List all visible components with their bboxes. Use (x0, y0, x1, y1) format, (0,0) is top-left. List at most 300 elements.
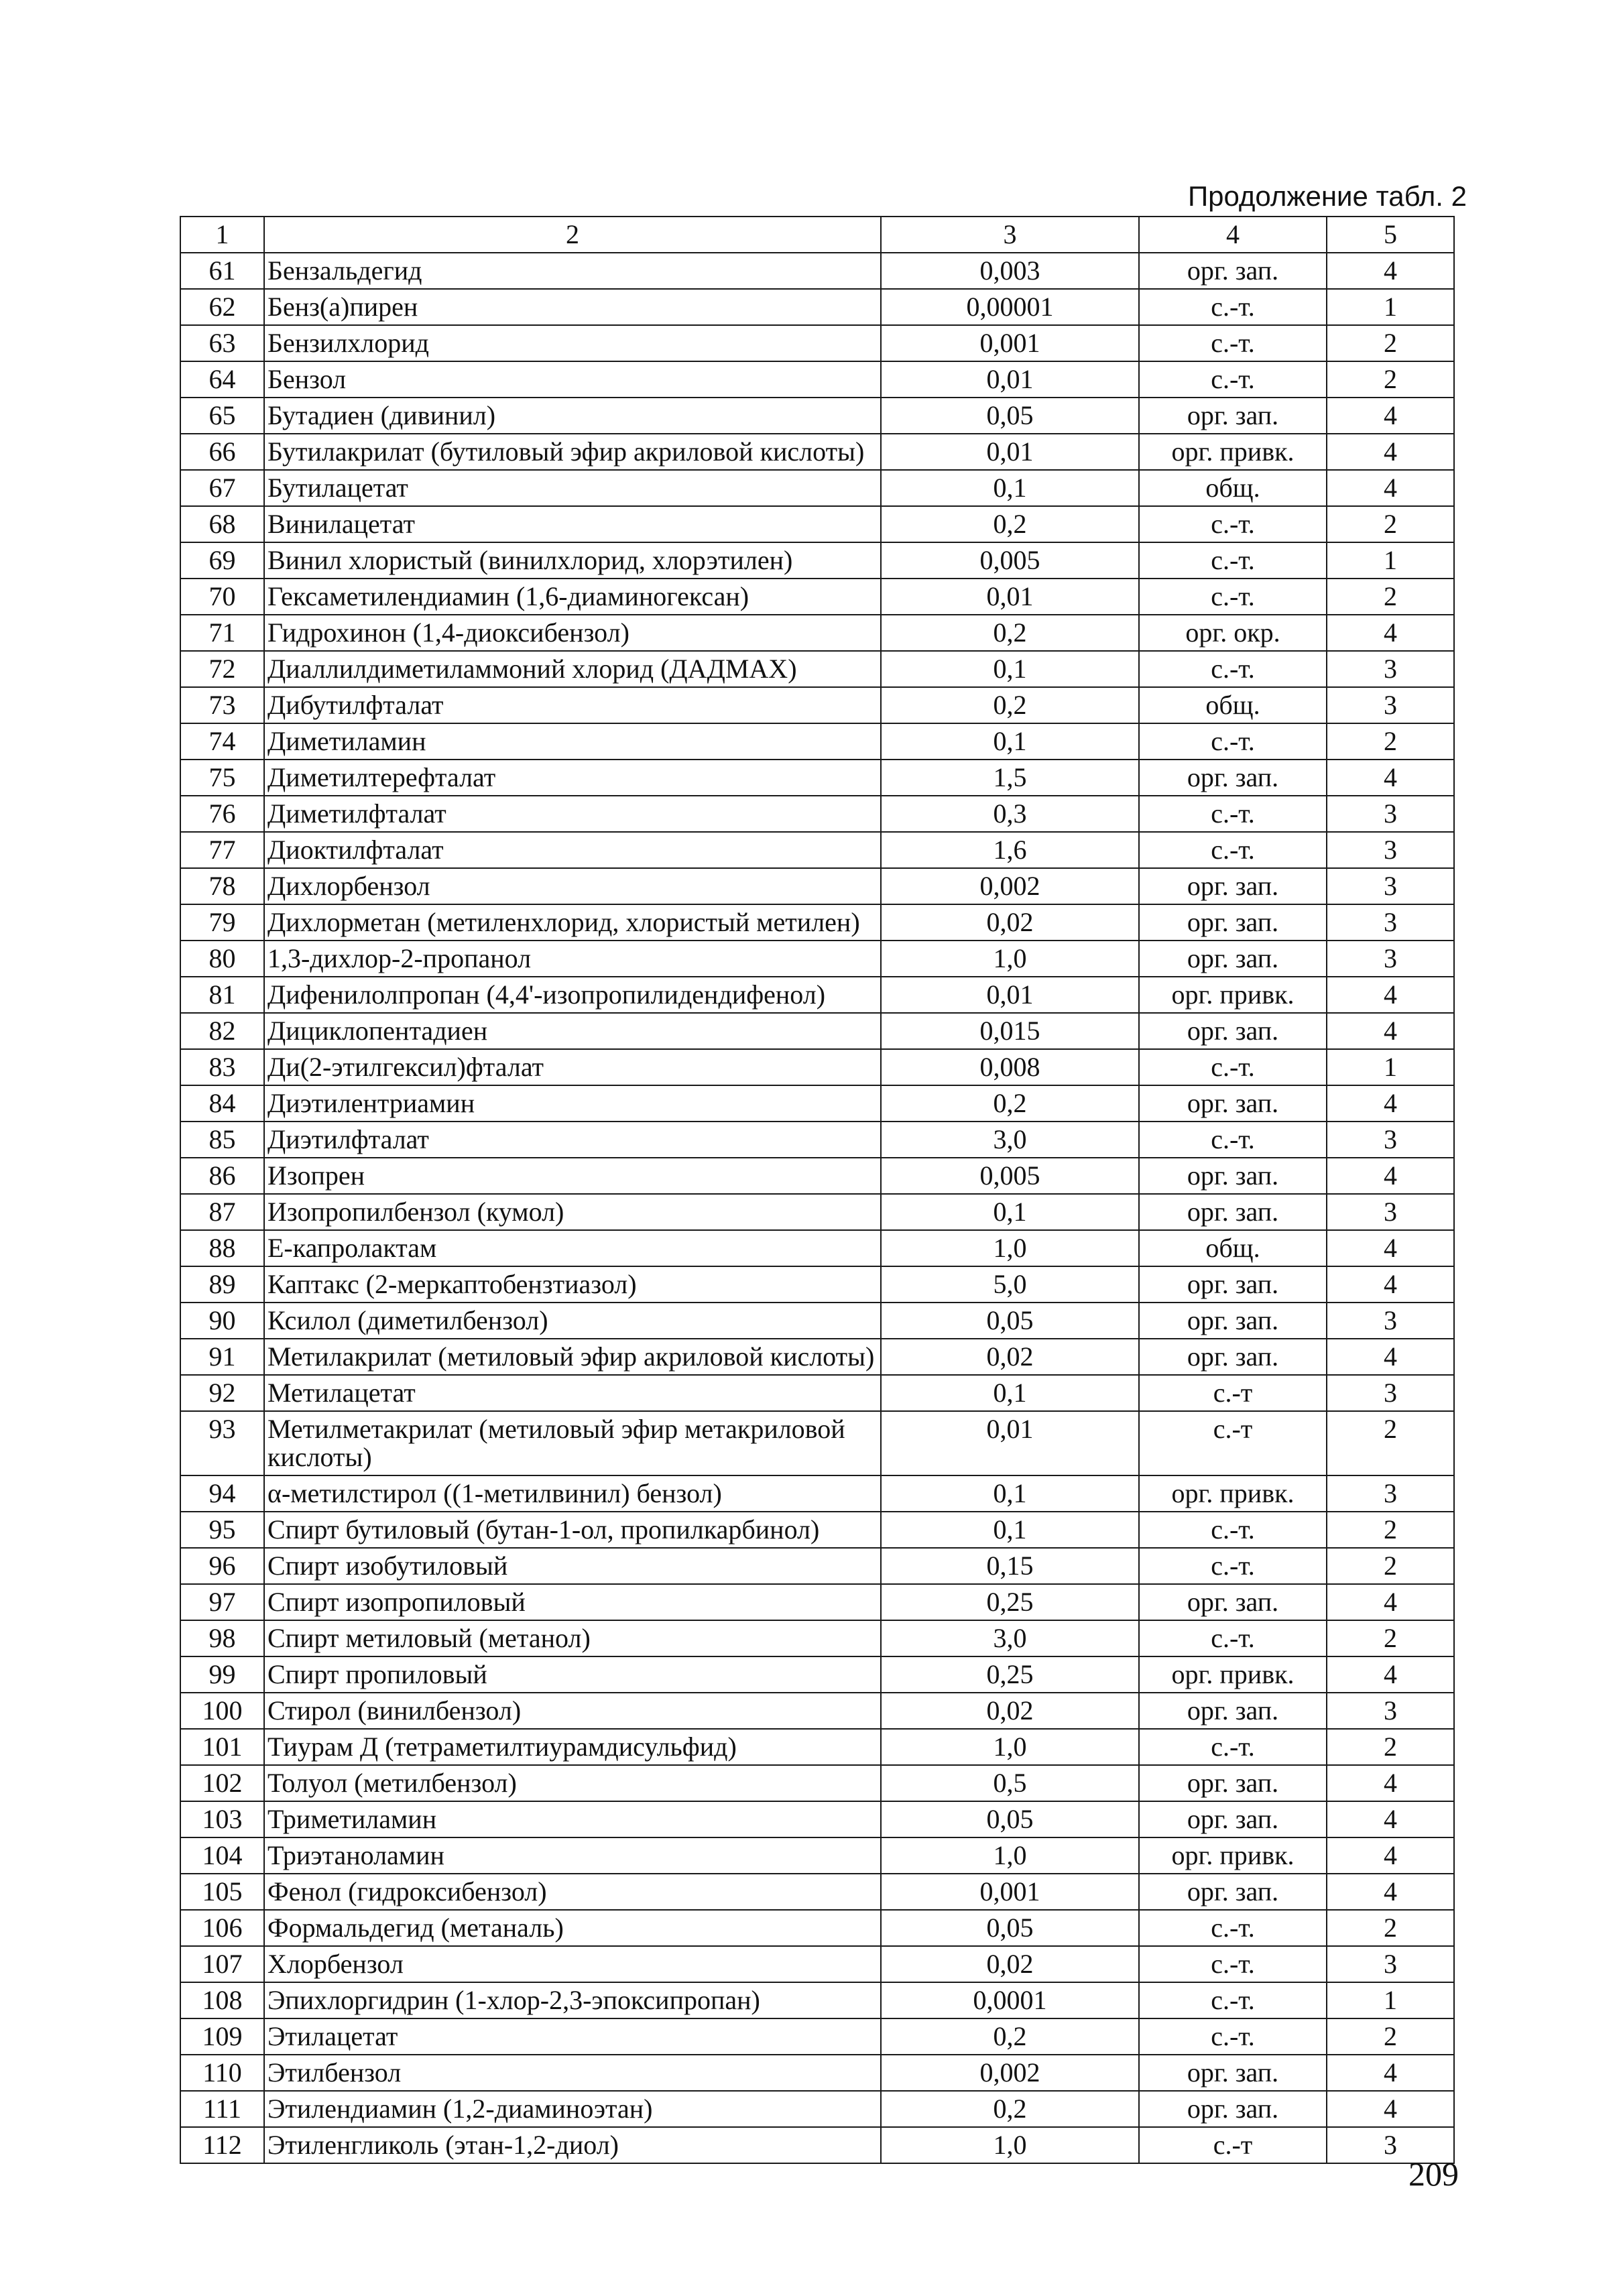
row-number: 104 (180, 1837, 264, 1874)
hazard-class: 3 (1327, 1194, 1454, 1230)
row-number: 88 (180, 1230, 264, 1266)
hazard-class: 4 (1327, 615, 1454, 651)
hazard-indicator: орг. зап. (1139, 1339, 1327, 1375)
substance-name: Дициклопентадиен (264, 1013, 881, 1049)
concentration-value: 0,001 (881, 1874, 1139, 1910)
substance-name: Диэтилентриамин (264, 1085, 881, 1122)
concentration-value: 0,01 (881, 977, 1139, 1013)
hazard-class: 4 (1327, 1013, 1454, 1049)
hazard-indicator: с.-т. (1139, 1512, 1327, 1548)
hazard-indicator: орг. привк. (1139, 977, 1327, 1013)
concentration-value: 0,1 (881, 723, 1139, 760)
row-number: 61 (180, 253, 264, 289)
table-row (180, 542, 1454, 579)
concentration-value: 0,02 (881, 1693, 1139, 1729)
substance-name: Бутилакрилат (бутиловый эфир акриловой кислоты) (264, 434, 881, 470)
substance-name: Спирт пропиловый (264, 1656, 881, 1693)
row-number: 111 (180, 2091, 264, 2127)
concentration-value: 0,01 (881, 361, 1139, 398)
hazard-indicator: орг. зап. (1139, 941, 1327, 977)
substance-name: Бенз(а)пирен (264, 289, 881, 325)
table-row (180, 1946, 1454, 1982)
substance-name: Винилацетат (264, 506, 881, 542)
concentration-value: 1,5 (881, 760, 1139, 796)
hazard-indicator: орг. зап. (1139, 1874, 1327, 1910)
row-number: 63 (180, 325, 264, 361)
row-number: 65 (180, 398, 264, 434)
table-row (180, 651, 1454, 687)
hazard-indicator: с.-т. (1139, 1548, 1327, 1584)
hazard-indicator: с.-т (1139, 1375, 1327, 1411)
concentration-value: 0,005 (881, 542, 1139, 579)
table-row (180, 506, 1454, 542)
hazard-indicator: орг. зап. (1139, 1158, 1327, 1194)
hazard-class: 3 (1327, 1122, 1454, 1158)
hazard-class: 4 (1327, 470, 1454, 506)
row-number: 86 (180, 1158, 264, 1194)
table-row (180, 434, 1454, 470)
substance-name: Бензол (264, 361, 881, 398)
concentration-value: 0,05 (881, 1303, 1139, 1339)
table-row (180, 325, 1454, 361)
hazard-indicator: орг. зап. (1139, 253, 1327, 289)
table-row (180, 2127, 1454, 2163)
table-header-row (180, 217, 1454, 253)
concentration-value: 0,2 (881, 1085, 1139, 1122)
substance-name: Хлорбензол (264, 1946, 881, 1982)
hazard-indicator: орг. привк. (1139, 1656, 1327, 1693)
hazard-class: 2 (1327, 579, 1454, 615)
hazard-indicator: орг. зап. (1139, 760, 1327, 796)
hazard-indicator: орг. зап. (1139, 1584, 1327, 1620)
hazard-class: 1 (1327, 289, 1454, 325)
table-row (180, 1122, 1454, 1158)
row-number: 93 (180, 1411, 264, 1475)
hazard-indicator: с.-т. (1139, 1620, 1327, 1656)
row-number: 85 (180, 1122, 264, 1158)
table-row (180, 1339, 1454, 1375)
concentration-value: 0,05 (881, 1801, 1139, 1837)
hazard-class: 2 (1327, 1512, 1454, 1548)
concentration-value: 0,15 (881, 1548, 1139, 1584)
table-row (180, 723, 1454, 760)
concentration-value: 0,2 (881, 687, 1139, 723)
hazard-class: 2 (1327, 1620, 1454, 1656)
hazard-indicator: с.-т. (1139, 506, 1327, 542)
hazard-class: 4 (1327, 1837, 1454, 1874)
row-number: 100 (180, 1693, 264, 1729)
hazard-indicator: общ. (1139, 687, 1327, 723)
substance-name: Бензальдегид (264, 253, 881, 289)
row-number: 75 (180, 760, 264, 796)
concentration-value: 0,2 (881, 615, 1139, 651)
hazard-indicator: с.-т (1139, 1411, 1327, 1475)
hazard-indicator: общ. (1139, 1230, 1327, 1266)
row-number: 96 (180, 1548, 264, 1584)
hazard-class: 4 (1327, 1266, 1454, 1303)
hazard-class: 4 (1327, 253, 1454, 289)
hazard-class: 4 (1327, 1656, 1454, 1693)
row-number: 79 (180, 904, 264, 941)
row-number: 62 (180, 289, 264, 325)
hazard-class: 2 (1327, 723, 1454, 760)
row-number: 74 (180, 723, 264, 760)
row-number: 68 (180, 506, 264, 542)
table-row (180, 868, 1454, 904)
hazard-indicator: орг. зап. (1139, 1194, 1327, 1230)
table-row (180, 1801, 1454, 1837)
hazard-indicator: орг. зап. (1139, 1693, 1327, 1729)
concentration-value: 0,0001 (881, 1982, 1139, 2018)
hazard-indicator: с.-т (1139, 2127, 1327, 2163)
row-number: 105 (180, 1874, 264, 1910)
row-number: 70 (180, 579, 264, 615)
substance-name: Диаллилдиметиламмоний хлорид (ДАДМАХ) (264, 651, 881, 687)
table-row (180, 1656, 1454, 1693)
table-row (180, 1013, 1454, 1049)
hazard-indicator: с.-т. (1139, 289, 1327, 325)
hazard-indicator: орг. зап. (1139, 1013, 1327, 1049)
concentration-value: 0,005 (881, 1158, 1139, 1194)
hazard-indicator: с.-т. (1139, 1982, 1327, 2018)
substance-name: Диметилфталат (264, 796, 881, 832)
table-row (180, 1837, 1454, 1874)
substance-name: Триэтаноламин (264, 1837, 881, 1874)
substance-name: Стирол (винилбензол) (264, 1693, 881, 1729)
hazard-class: 3 (1327, 868, 1454, 904)
table-row (180, 579, 1454, 615)
hazard-class: 2 (1327, 1729, 1454, 1765)
table-row (180, 1874, 1454, 1910)
concentration-value: 0,01 (881, 579, 1139, 615)
substance-name: Дихлорметан (метиленхлорид, хлористый метилен) (264, 904, 881, 941)
hazard-indicator: с.-т. (1139, 325, 1327, 361)
row-number: 106 (180, 1910, 264, 1946)
substance-name: Диоктилфталат (264, 832, 881, 868)
table-row (180, 832, 1454, 868)
table-row (180, 1910, 1454, 1946)
hazard-indicator: с.-т. (1139, 1122, 1327, 1158)
header-cell-2: 2 (264, 217, 881, 253)
substance-name: Этилацетат (264, 2018, 881, 2055)
concentration-value: 1,0 (881, 1837, 1139, 1874)
hazard-class: 4 (1327, 2055, 1454, 2091)
row-number: 94 (180, 1475, 264, 1512)
table-row (180, 2055, 1454, 2091)
row-number: 97 (180, 1584, 264, 1620)
concentration-value: 0,05 (881, 1910, 1139, 1946)
substance-name: Триметиламин (264, 1801, 881, 1837)
hazard-class: 3 (1327, 1375, 1454, 1411)
substance-name: Толуол (метилбензол) (264, 1765, 881, 1801)
hazard-class: 1 (1327, 542, 1454, 579)
hazard-class: 1 (1327, 1049, 1454, 1085)
substance-name: α-метилстирол ((1-метилвинил) бензол) (264, 1475, 881, 1512)
substance-name: Спирт метиловый (метанол) (264, 1620, 881, 1656)
hazard-class: 4 (1327, 2091, 1454, 2127)
hazard-class: 3 (1327, 2127, 1454, 2163)
hazard-class: 4 (1327, 1765, 1454, 1801)
table-row (180, 1049, 1454, 1085)
row-number: 66 (180, 434, 264, 470)
substance-name: Гексаметилендиамин (1,6-диаминогексан) (264, 579, 881, 615)
hazard-indicator: с.-т. (1139, 1049, 1327, 1085)
hazard-class: 4 (1327, 1801, 1454, 1837)
substance-name: Формальдегид (метаналь) (264, 1910, 881, 1946)
hazard-class: 4 (1327, 1584, 1454, 1620)
concentration-value: 0,001 (881, 325, 1139, 361)
concentration-value: 0,1 (881, 651, 1139, 687)
row-number: 107 (180, 1946, 264, 1982)
hazard-class: 4 (1327, 434, 1454, 470)
row-number: 78 (180, 868, 264, 904)
table-row (180, 1411, 1454, 1475)
concentration-value: 3,0 (881, 1620, 1139, 1656)
table-caption: Продолжение табл. 2 (1187, 180, 1467, 212)
page-number: 209 (1408, 2155, 1459, 2193)
substance-name: Ди(2-этилгексил)фталат (264, 1049, 881, 1085)
table-row (180, 977, 1454, 1013)
concentration-value: 1,0 (881, 1230, 1139, 1266)
concentration-value: 0,01 (881, 1411, 1139, 1475)
hazard-class: 3 (1327, 1946, 1454, 1982)
row-number: 99 (180, 1656, 264, 1693)
hazard-indicator: с.-т. (1139, 723, 1327, 760)
substance-name: Бутадиен (дивинил) (264, 398, 881, 434)
substance-name: Эпихлоргидрин (1-хлор-2,3-эпоксипропан) (264, 1982, 881, 2018)
row-number: 76 (180, 796, 264, 832)
row-number: 67 (180, 470, 264, 506)
hazard-class: 2 (1327, 2018, 1454, 2055)
concentration-value: 0,3 (881, 796, 1139, 832)
table-row (180, 1158, 1454, 1194)
hazard-indicator: с.-т. (1139, 579, 1327, 615)
hazard-indicator: с.-т. (1139, 1946, 1327, 1982)
hazard-indicator: орг. зап. (1139, 2091, 1327, 2127)
substance-name: Метилметакрилат (метиловый эфир метакриловой кислоты) (264, 1411, 881, 1475)
hazard-indicator: орг. зап. (1139, 1085, 1327, 1122)
table-row (180, 796, 1454, 832)
substance-name: Тиурам Д (тетраметилтиурамдисульфид) (264, 1729, 881, 1765)
hazard-indicator: орг. зап. (1139, 398, 1327, 434)
concentration-value: 5,0 (881, 1266, 1139, 1303)
concentration-value: 0,015 (881, 1013, 1139, 1049)
table-row (180, 2091, 1454, 2127)
row-number: 92 (180, 1375, 264, 1411)
substance-name: Бензилхлорид (264, 325, 881, 361)
hazard-indicator: с.-т. (1139, 361, 1327, 398)
hazard-indicator: с.-т. (1139, 651, 1327, 687)
concentration-value: 0,1 (881, 1194, 1139, 1230)
table-row (180, 1548, 1454, 1584)
table-row (180, 941, 1454, 977)
table-row (180, 1584, 1454, 1620)
hazard-indicator: с.-т. (1139, 542, 1327, 579)
concentration-value: 0,01 (881, 434, 1139, 470)
row-number: 81 (180, 977, 264, 1013)
hazard-class: 2 (1327, 1548, 1454, 1584)
substance-name: Каптакс (2-меркаптобензтиазол) (264, 1266, 881, 1303)
hazard-class: 2 (1327, 506, 1454, 542)
row-number: 64 (180, 361, 264, 398)
hazard-class: 2 (1327, 1910, 1454, 1946)
hazard-indicator: с.-т. (1139, 1910, 1327, 1946)
concentration-value: 1,0 (881, 2127, 1139, 2163)
concentration-value: 0,02 (881, 1339, 1139, 1375)
table-row (180, 1303, 1454, 1339)
substance-name: Дихлорбензол (264, 868, 881, 904)
hazard-indicator: орг. зап. (1139, 1765, 1327, 1801)
concentration-value: 0,25 (881, 1584, 1139, 1620)
substance-name: Спирт изопропиловый (264, 1584, 881, 1620)
table-row (180, 1512, 1454, 1548)
hazard-indicator: орг. привк. (1139, 1837, 1327, 1874)
row-number: 91 (180, 1339, 264, 1375)
substance-name: Фенол (гидроксибензол) (264, 1874, 881, 1910)
table-row (180, 1375, 1454, 1411)
table-row (180, 398, 1454, 434)
concentration-value: 1,0 (881, 1729, 1139, 1765)
hazard-class: 3 (1327, 941, 1454, 977)
row-number: 83 (180, 1049, 264, 1085)
hazard-class: 2 (1327, 1411, 1454, 1475)
concentration-value: 0,2 (881, 506, 1139, 542)
table-row (180, 1230, 1454, 1266)
substance-name: Спирт бутиловый (бутан-1-ол, пропилкарбинол) (264, 1512, 881, 1548)
substance-name: Дибутилфталат (264, 687, 881, 723)
table-row (180, 1266, 1454, 1303)
concentration-value: 1,6 (881, 832, 1139, 868)
hazard-class: 3 (1327, 1303, 1454, 1339)
hazard-class: 4 (1327, 1230, 1454, 1266)
header-cell-5: 5 (1327, 217, 1454, 253)
row-number: 98 (180, 1620, 264, 1656)
row-number: 112 (180, 2127, 264, 2163)
hazard-indicator: орг. зап. (1139, 904, 1327, 941)
row-number: 71 (180, 615, 264, 651)
hazard-class: 2 (1327, 325, 1454, 361)
concentration-value: 0,02 (881, 904, 1139, 941)
substance-name: Диметиламин (264, 723, 881, 760)
row-number: 72 (180, 651, 264, 687)
hazard-indicator: орг. привк. (1139, 1475, 1327, 1512)
table-row (180, 1765, 1454, 1801)
concentration-value: 0,008 (881, 1049, 1139, 1085)
substance-name: Этиленгликоль (этан-1,2-диол) (264, 2127, 881, 2163)
hazard-indicator: с.-т. (1139, 796, 1327, 832)
substance-name: Бутилацетат (264, 470, 881, 506)
header-cell-3: 3 (881, 217, 1139, 253)
table-row (180, 253, 1454, 289)
hazard-indicator: орг. зап. (1139, 2055, 1327, 2091)
concentration-value: 0,003 (881, 253, 1139, 289)
table-row (180, 760, 1454, 796)
header-cell-1: 1 (180, 217, 264, 253)
substance-name: 1,3-дихлор-2-пропанол (264, 941, 881, 977)
data-table (180, 216, 1455, 2164)
concentration-value: 0,1 (881, 1475, 1139, 1512)
row-number: 82 (180, 1013, 264, 1049)
hazard-indicator: с.-т. (1139, 2018, 1327, 2055)
concentration-value: 0,002 (881, 868, 1139, 904)
hazard-class: 2 (1327, 361, 1454, 398)
substance-name: Спирт изобутиловый (264, 1548, 881, 1584)
row-number: 109 (180, 2018, 264, 2055)
hazard-class: 1 (1327, 1982, 1454, 2018)
concentration-value: 1,0 (881, 941, 1139, 977)
hazard-indicator: с.-т. (1139, 1729, 1327, 1765)
table-row (180, 1729, 1454, 1765)
table-row (180, 904, 1454, 941)
concentration-value: 0,02 (881, 1946, 1139, 1982)
hazard-class: 4 (1327, 1874, 1454, 1910)
row-number: 101 (180, 1729, 264, 1765)
substance-name: Диэтилфталат (264, 1122, 881, 1158)
hazard-indicator: орг. зап. (1139, 1801, 1327, 1837)
row-number: 103 (180, 1801, 264, 1837)
substance-name: Гидрохинон (1,4-диоксибензол) (264, 615, 881, 651)
table-body (180, 253, 1454, 2163)
substance-name: Изопрен (264, 1158, 881, 1194)
concentration-value: 0,00001 (881, 289, 1139, 325)
substance-name: Метилацетат (264, 1375, 881, 1411)
table-row (180, 1085, 1454, 1122)
row-number: 110 (180, 2055, 264, 2091)
hazard-class: 3 (1327, 687, 1454, 723)
concentration-value: 0,1 (881, 470, 1139, 506)
concentration-value: 0,2 (881, 2018, 1139, 2055)
hazard-class: 3 (1327, 904, 1454, 941)
row-number: 95 (180, 1512, 264, 1548)
substance-name: Дифенилолпропан (4,4'-изопропилидендифенол) (264, 977, 881, 1013)
hazard-indicator: орг. зап. (1139, 1303, 1327, 1339)
hazard-indicator: орг. окр. (1139, 615, 1327, 651)
hazard-indicator: с.-т. (1139, 832, 1327, 868)
hazard-class: 4 (1327, 760, 1454, 796)
hazard-indicator: орг. зап. (1139, 868, 1327, 904)
hazard-class: 3 (1327, 1475, 1454, 1512)
concentration-value: 0,5 (881, 1765, 1139, 1801)
row-number: 90 (180, 1303, 264, 1339)
table-row (180, 470, 1454, 506)
hazard-class: 3 (1327, 651, 1454, 687)
row-number: 108 (180, 1982, 264, 2018)
hazard-class: 4 (1327, 977, 1454, 1013)
hazard-class: 3 (1327, 832, 1454, 868)
substance-name: Метилакрилат (метиловый эфир акриловой кислоты) (264, 1339, 881, 1375)
row-number: 84 (180, 1085, 264, 1122)
hazard-indicator: орг. зап. (1139, 1266, 1327, 1303)
row-number: 80 (180, 941, 264, 977)
table-row (180, 289, 1454, 325)
table-row (180, 687, 1454, 723)
row-number: 87 (180, 1194, 264, 1230)
row-number: 102 (180, 1765, 264, 1801)
table-row (180, 615, 1454, 651)
table-row (180, 1194, 1454, 1230)
hazard-class: 3 (1327, 1693, 1454, 1729)
substance-name: Этилбензол (264, 2055, 881, 2091)
table-row (180, 361, 1454, 398)
substance-name: Е-капролактам (264, 1230, 881, 1266)
substance-name: Винил хлористый (винилхлорид, хлорэтилен) (264, 542, 881, 579)
hazard-class: 4 (1327, 1158, 1454, 1194)
substance-name: Ксилол (диметилбензол) (264, 1303, 881, 1339)
hazard-class: 4 (1327, 1085, 1454, 1122)
concentration-value: 0,2 (881, 2091, 1139, 2127)
table-row (180, 1982, 1454, 2018)
concentration-value: 0,25 (881, 1656, 1139, 1693)
